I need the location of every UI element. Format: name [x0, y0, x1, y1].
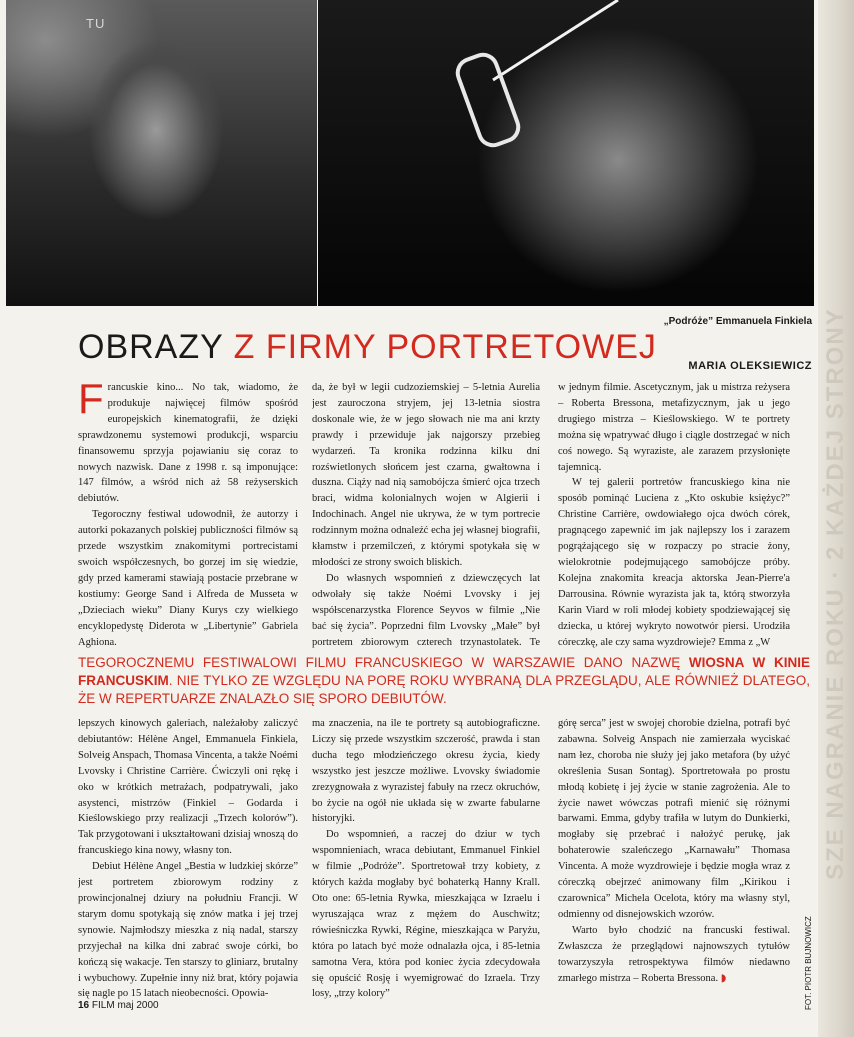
end-mark-icon: ◗	[720, 971, 727, 984]
paragraph: rancuskie kino... No tak, wiadomo, że produkuje najwięcej filmów spośród europejskich kinematografii, że dzięki sprawdzonemu systemowi produkcji, wsparciu finansowemu sprzyja pojawianiu się coraz to nowych nazwisk. Dane z 1998 r. są imponujące: 147 filmów, a wśród nich aż 58 reżyserskich debiutów.	[78, 382, 298, 505]
paragraph: Do wspomnień, a raczej do dziur w tych wspomnieniach, wraca debiutant, Emmanuel Finkiel w filmie „Podróże”. Sportretował trzy kobiety, z których każda mogłaby być bohaterką Hanny Krall. Oto one: 65-letnia Rywka, mieszkająca w Izraelu i wyruszająca wraz z mężem do Auschwitz; rówieśniczka Rywki, Régine, mieszkająca w Paryżu, która po latach być może odnalazła ojca, i 85-letnia samotna Vera, która pod koniec życia zdecydowała się opuścić Rosję i wyemigrować do Izraela. Trzy losy, „trzy kolory”	[312, 829, 540, 1000]
paragraph: ma znaczenia, na ile te portrety są autobiograficzne. Liczy się przede wszystkim szczerość, prawda i stan ducha tego młodzieńczego okresu życia, kiedy wszystko jest jeszcze możliwe. Lvovsky świadomie zrezygnowała z wyrazistej fabuły na rzecz okruchów, bo życie na ogół nie układa się w zwarte fabularne historyjki.	[312, 718, 540, 825]
headline-part-1: OBRAZY	[78, 328, 234, 366]
column-5	[312, 716, 540, 1006]
paragraph: w jednym filmie. Ascetycznym, jak u mistrza reżysera – Roberta Bressona, metafizycznym, jak u jego drugiego mistrza – Kieślowskiego. W te portrety można się wpatrywać długo i ciągle dostrzegać w nich coś nowego. Są wyraziste, ale zarazem przysłonięte tajemnicą.	[558, 382, 790, 473]
issue-date: maj 2000	[117, 1000, 159, 1011]
paragraph: Do własnych wspomnień z dziewczęcych lat odwołały się także Noémi Lvovsky i jej współscenarzystka Florence Seyvos w filmie „Nie bać się życia”. Poprzedni film Lvovsky „Małe” był portretem zbiorowym czterech trzynastolatek. Te	[312, 572, 540, 648]
magazine-name: FILM	[91, 1000, 115, 1011]
column-6	[558, 716, 790, 1006]
facing-page-text: SZE NAGRANIE ROKU · 2 KAŻDEJ STRONY	[822, 307, 849, 880]
author-byline: MARIA OLEKSIEWICZ	[688, 360, 812, 372]
drop-cap: F	[78, 380, 104, 422]
paragraph: W tej galerii portretów francuskiego kina nie sposób pominąć Luciena z „Kto oskubie księżyc?” Christine Carrière, owdowiałego ojca dwóch córek, pragnącego zapewnić im jak najlepszy los i zarazem pogrążającego się w rozpaczy po stracie żony, wielokrotnie podejmującego samobójcze próby. Kolejna znakomita kreacja aktorska Jean-Pierre'a Darrousina. Równie wyrazista jak ta, którą stworzyła Karin Viard w roli młodej kobiety spodziewającej się dziecka, u której wykryto nowotwór piersi. Urodziła córeczkę, ale czy sama wyzdrowieje? Emma z „W	[558, 477, 790, 648]
page-number: 16	[78, 1000, 90, 1011]
pull-quote-text-end: . NIE TYLKO ZE WZGLĘDU NA PORĘ ROKU WYBRANĄ DLA PRZEGLĄDU, ALE RÓWNIEŻ DLATEGO, ŻE W REPERTUARZE ZNALAZŁO SIĘ SPORO DEBIUTÓW.	[78, 673, 810, 706]
article-headline	[78, 330, 657, 364]
photo-man-with-glasses	[318, 0, 814, 306]
pull-quote-festival-name: WIOSNA W KINIE FRANCUSKIM	[78, 655, 810, 688]
column-2	[312, 380, 540, 652]
paragraph	[558, 923, 790, 987]
pull-quote-text: TEGOROCZNEMU FESTIWALOWI FILMU FRANCUSKIEGO W WARSZAWIE DANO NAZWĘ	[78, 655, 689, 670]
paragraph	[78, 650, 298, 652]
column-3	[558, 380, 790, 652]
column-4	[78, 716, 298, 1006]
headline-part-2: Z FIRMY PORTRETOWEJ	[233, 328, 657, 366]
column-1	[78, 380, 298, 652]
paragraph: Tegoroczny festiwal udowodnił, że autorzy i autorki pokazanych polskiej publiczności filmów są przede wszystkim znakomitymi portrecistami swoich współczesnych, bo gorzej im się wiedzie, gdy przed kamerami stawiają postacie przebrane w kostiumy: George Sand i Alfreda de Musseta w „Dzieciach wieku” Diany Kurys czy wielkiego encyklopedystę Diderota w „Libertynie” Gabriela Aghiona.	[78, 509, 298, 648]
pull-quote	[78, 654, 810, 708]
paragraph-text: Warto było chodzić na francuski festiwal. Zwłaszcza że przeglądowi najnowszych tytułów towarzyszyła retrospektywa filmów niedawno zmarłego mistrza – Roberta Bressona.	[558, 924, 790, 984]
paragraph: lepszych kinowych galeriach, należałoby zaliczyć debiutantów: Hélène Angel, Emmanuela Finkiela, Solveig Anspach, Thomasa Vincenta, a także Noémi Lvovsky i Christine Carrière. Ćwiczyli oni rękę i oko w krótkich metrażach, podpatrywali, jako asystenci, mistrzów (Finkiel – Godarda i Kieślowskiego przy realizacji „Trzech kolorów”). Tak przygotowani i ukształtowani dzisiaj wnoszą do francuskiego kina nowy, własny ton.	[78, 718, 298, 857]
paragraph: górę serca” jest w swojej chorobie dzielna, potrafi być zabawna. Solveig Anspach nie zamierzała wyciskać nam łez, choroba nie służy jej jako metafora (by użyć określenia Susan Sontag). Sportretowała po prostu młodą kobietę i jej życie w stanie zagrożenia. Ale to życie nawet wówczas potrafi mienić się różnymi barwami. Emma, gdyby trafiła w lutym do Dunkierki, mogłaby się przebrać i nałożyć perukę, jak bohaterowie szaleńczego „Karnawału” Thomasa Vincenta. A może wyzdrowieje i będzie mogła wraz z córeczką obejrzeć animowany film „Kirikou i czarownica” Michela Ocelota, który ma własny styl, odmienny od disnejowskich wzorów.	[558, 718, 790, 920]
photo-tag: TU	[86, 16, 106, 31]
page-footer	[78, 1000, 159, 1011]
paragraph: Debiut Hélène Angel „Bestia w ludzkiej skórze” jest portretem zbiorowym rodziny z prowincjonalnej dziury na południu Francji. W starym domu spotykają się znów matka i jej trzej synowie. Najmłodszy mieszka z nią nadal, starszy przyjechał na kilka dni zabrać swoje córki, bo kończą się wakacje. Ten starszy to gliniarz, brutalny i wybuchowy. Zupełnie inny niż brat, który pojawia się nagle po 15 latach nieobecności. Opowia-	[78, 861, 298, 1000]
paragraph: da, że był w legii cudzoziemskiej – 5-letnia Aurelia jest zauroczona stryjem, jej 13-letnia siostra doskonale wie, że w jego słowach nie ma ani krzty prawdy i przewiduje jak najgorszy przebieg wydarzeń. Ta kronika rodzinna kilku dni rozświetlonych słońcem jest czarna, gwałtowna i duszna. Ciąży nad nią samobójcza śmierć ojca trzech braci, widma kolonialnych wojen w Algierii i Indochinach. Angel nie ukrywa, że w tym portrecie rodzinnym można odnaleźć echa jej własnej biografii, kłamstw i przemilczeń, z którymi spotykała się w młodości ze strony swoich bliskich.	[312, 382, 540, 568]
photo-credit: FOT. PIOTR BUJNOWICZ	[804, 916, 813, 1010]
glasses-graphic	[318, 0, 814, 306]
photo-actor-portrait	[6, 0, 317, 306]
photo-caption: „Podróże” Emmanuela Finkiela	[663, 316, 812, 327]
